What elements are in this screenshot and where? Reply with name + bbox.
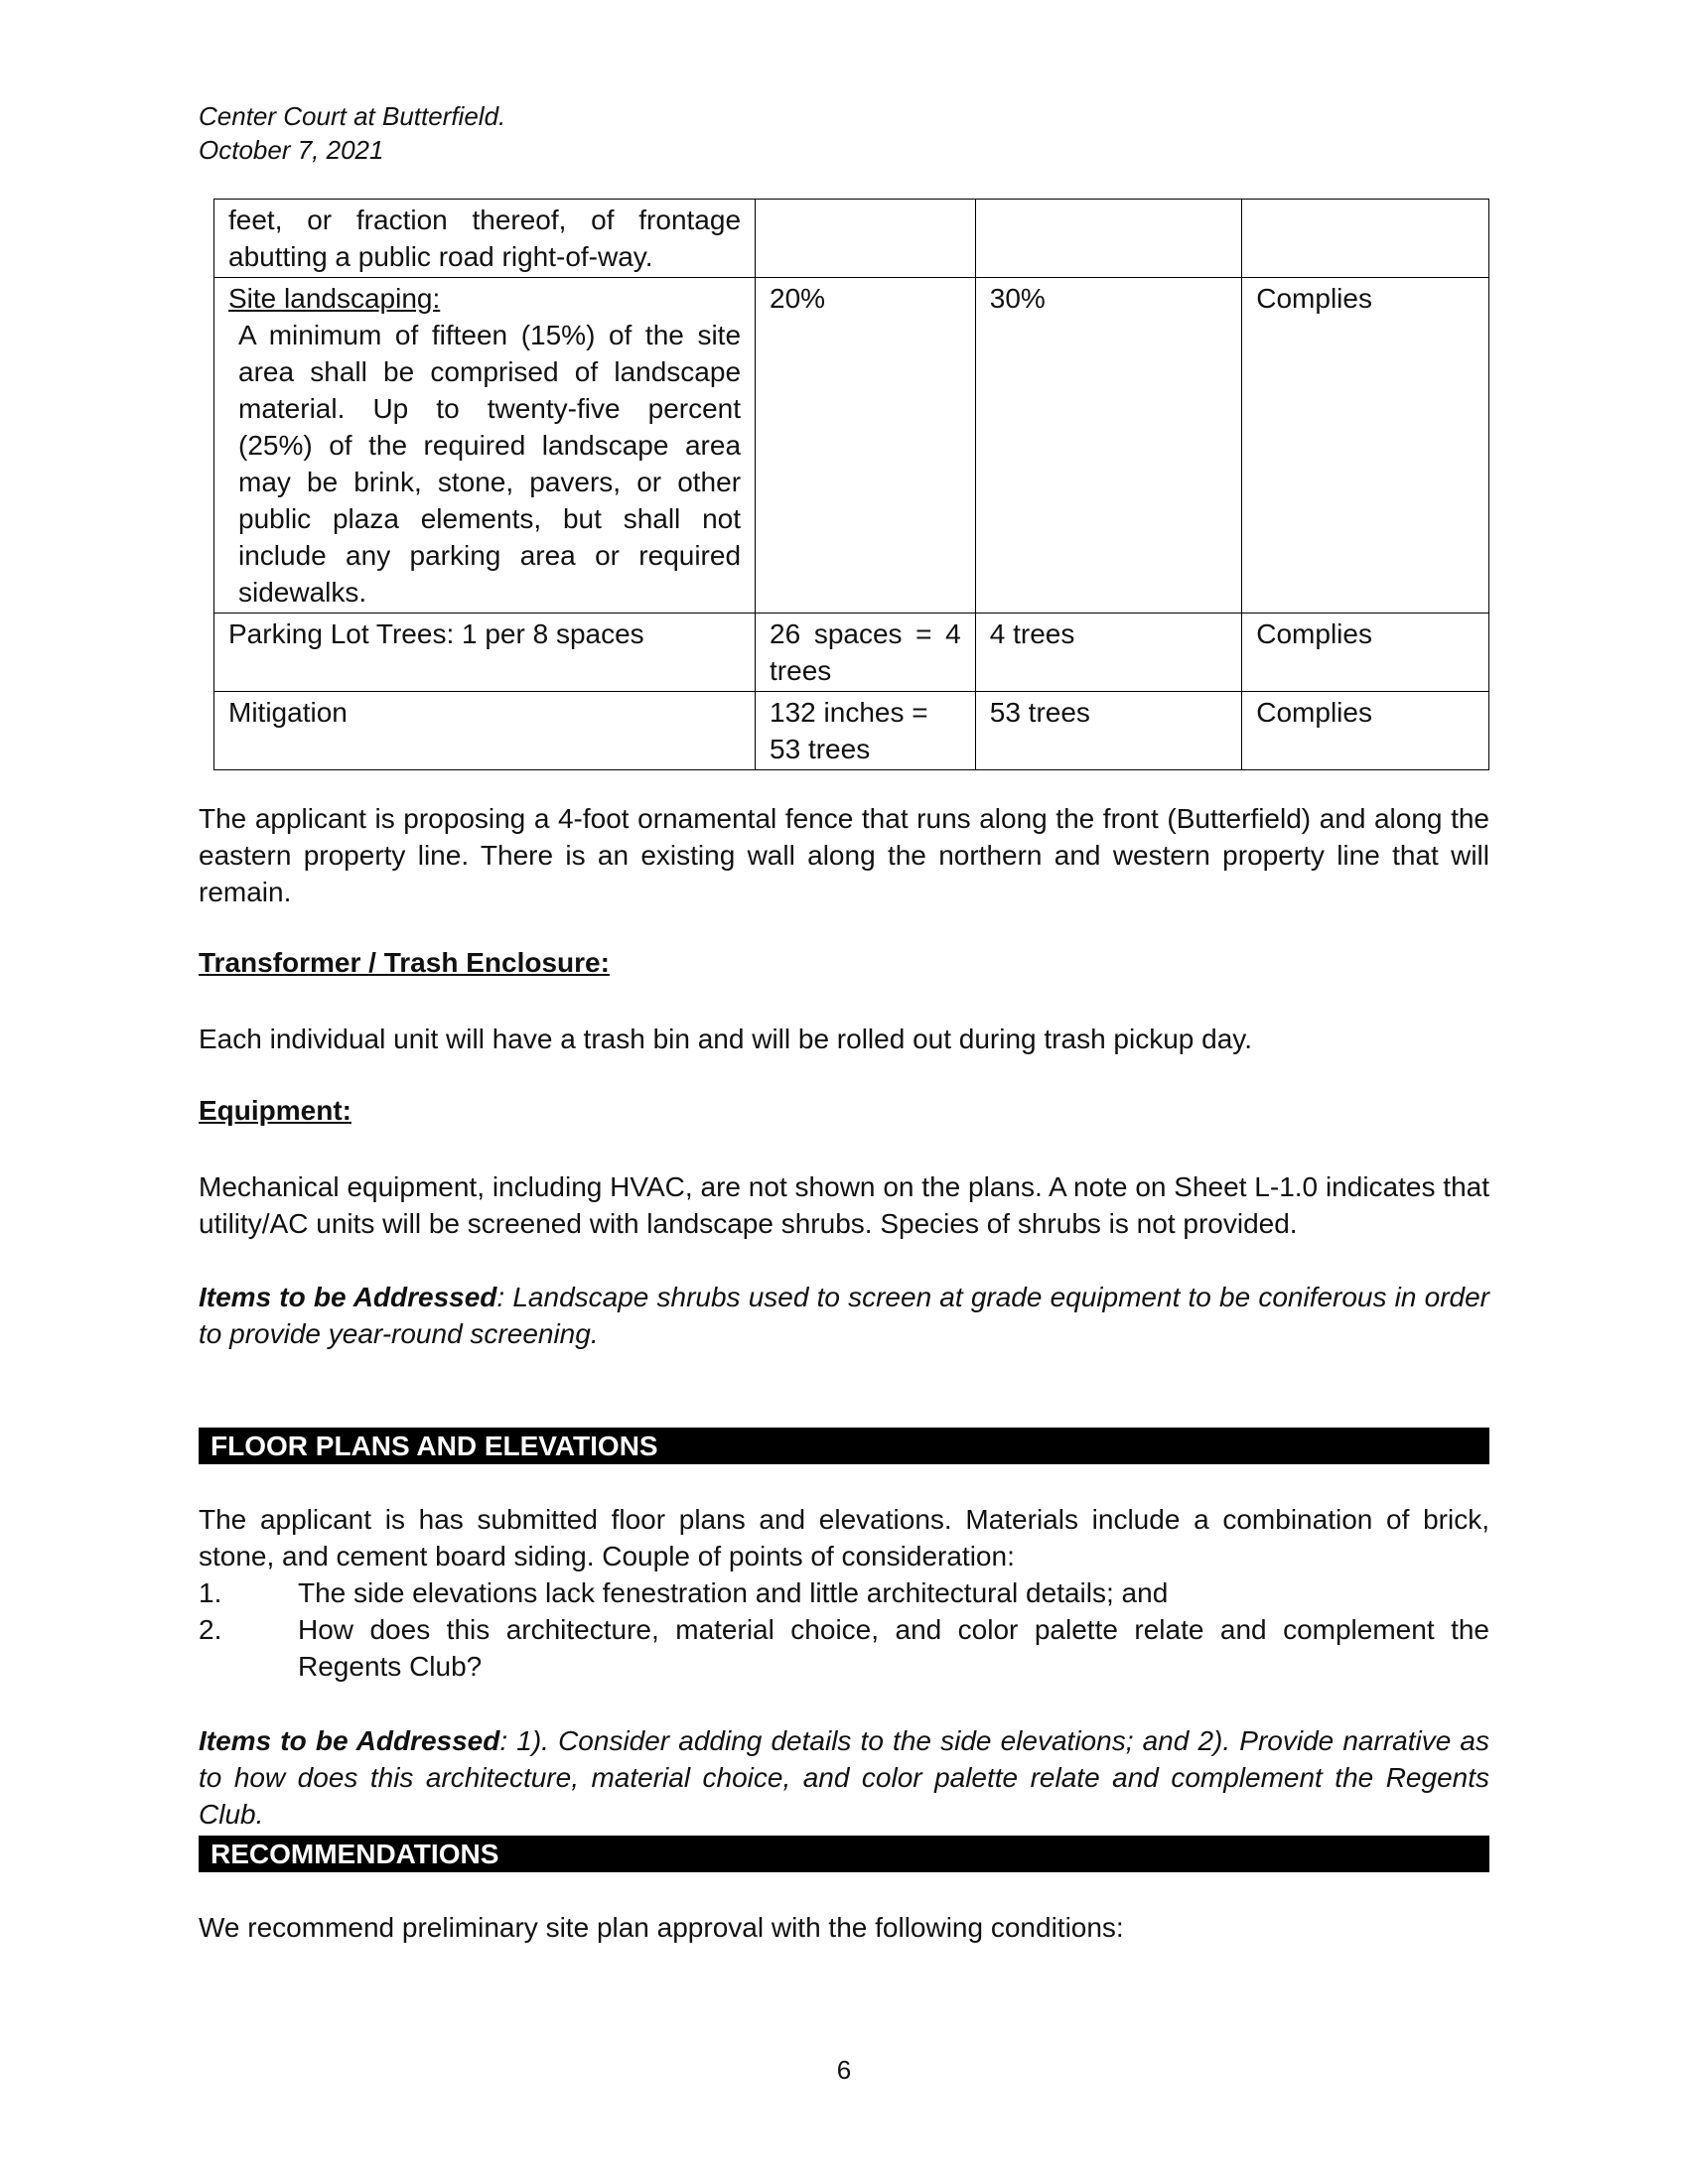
equipment-heading: Equipment: xyxy=(199,1095,352,1126)
section-title: RECOMMENDATIONS xyxy=(211,1839,499,1869)
items-label: Items to be Addressed xyxy=(199,1725,500,1756)
table-row xyxy=(214,200,1489,278)
section-title: FLOOR PLANS AND ELEVATIONS xyxy=(211,1431,658,1461)
requirement-cell: Mitigation xyxy=(214,692,756,770)
compliance-cell: Complies xyxy=(1242,692,1489,770)
items-label: Items to be Addressed xyxy=(199,1282,497,1312)
requirements-table xyxy=(213,199,1489,770)
requirement-cell xyxy=(214,278,756,614)
requirement-cell: Parking Lot Trees: 1 per 8 spaces xyxy=(214,614,756,692)
recommendations-text: We recommend preliminary site plan approval with the following conditions: xyxy=(199,1912,1124,1943)
list-item xyxy=(199,1574,1489,1611)
equipment-text: Mechanical equipment, including HVAC, are not shown on the plans. A note on Sheet L-1.0 indicates that utility/AC units will be screened with landscape shrubs. Species of shrubs is not provided. xyxy=(199,1171,1489,1239)
transformer-text: Each individual unit will have a trash bin and will be rolled out during trash pickup day. xyxy=(199,1024,1252,1054)
compliance-cell: Complies xyxy=(1242,278,1489,614)
page-number: 6 xyxy=(836,2055,852,2085)
transformer-heading: Transformer / Trash Enclosure: xyxy=(199,947,610,978)
required-cell: 26 spaces = 4 trees xyxy=(756,614,976,692)
requirement-text: feet, or fraction thereof, of frontage abutting a public road right-of-way. xyxy=(228,205,742,272)
requirement-title: Site landscaping: xyxy=(228,283,441,314)
list-item xyxy=(199,1611,1489,1685)
list-text: The side elevations lack fenestration and little architectural details; and xyxy=(298,1577,1169,1608)
compliance-cell xyxy=(1242,200,1489,278)
section-bar-floor-plans xyxy=(199,1428,1489,1464)
fence-paragraph: The applicant is proposing a 4-foot ornamental fence that runs along the front (Butterfield) and along the eastern property line. There is an existing wall along the northern and western property line that will remain. xyxy=(199,803,1489,907)
list-text: How does this architecture, material choice, and color palette relate and complement the Regents Club? xyxy=(298,1614,1489,1682)
list-number: 1. xyxy=(199,1577,222,1608)
required-cell: 20% xyxy=(756,278,976,614)
required-cell xyxy=(756,200,976,278)
items-text: : Landscape shrubs used to screen at grade equipment to be coniferous in order to provide year-round screening. xyxy=(199,1282,1489,1349)
requirement-text: A minimum of fifteen (15%) of the site area shall be comprised of landscape material. Up to twenty-five percent (25%) of the required landscape area may be brink, stone, pavers, or other public plaza elements, but shall not include any parking area or required sidewalks. xyxy=(238,320,742,608)
equipment-items-to-address xyxy=(199,1279,1489,1352)
document-header xyxy=(199,99,505,167)
table-row xyxy=(214,692,1489,770)
items-text: : 1). Consider adding details to the side elevations; and 2). Provide narrative as to how does this architecture, material choice, and color palette relate and complement the Regents Club. xyxy=(199,1725,1489,1830)
provided-cell: 53 trees xyxy=(975,692,1242,770)
floor-plans-intro-text: The applicant is has submitted floor plans and elevations. Materials include a combination of brick, stone, and cement board siding. Couple of points of consideration: xyxy=(199,1504,1489,1571)
required-cell: 132 inches = 53 trees xyxy=(756,692,976,770)
consideration-list xyxy=(199,1574,1489,1685)
section-bar-recommendations xyxy=(199,1836,1489,1872)
table-row xyxy=(214,278,1489,614)
header-date: October 7, 2021 xyxy=(199,135,384,165)
header-project-name: Center Court at Butterfield. xyxy=(199,101,506,131)
provided-cell: 30% xyxy=(975,278,1242,614)
list-number: 2. xyxy=(199,1614,222,1645)
table-row xyxy=(214,614,1489,692)
floor-plans-items-to-address xyxy=(199,1722,1489,1833)
requirement-cell xyxy=(214,200,756,278)
provided-cell: 4 trees xyxy=(975,614,1242,692)
provided-cell xyxy=(975,200,1242,278)
compliance-cell: Complies xyxy=(1242,614,1489,692)
floor-plans-intro xyxy=(199,1501,1489,1685)
